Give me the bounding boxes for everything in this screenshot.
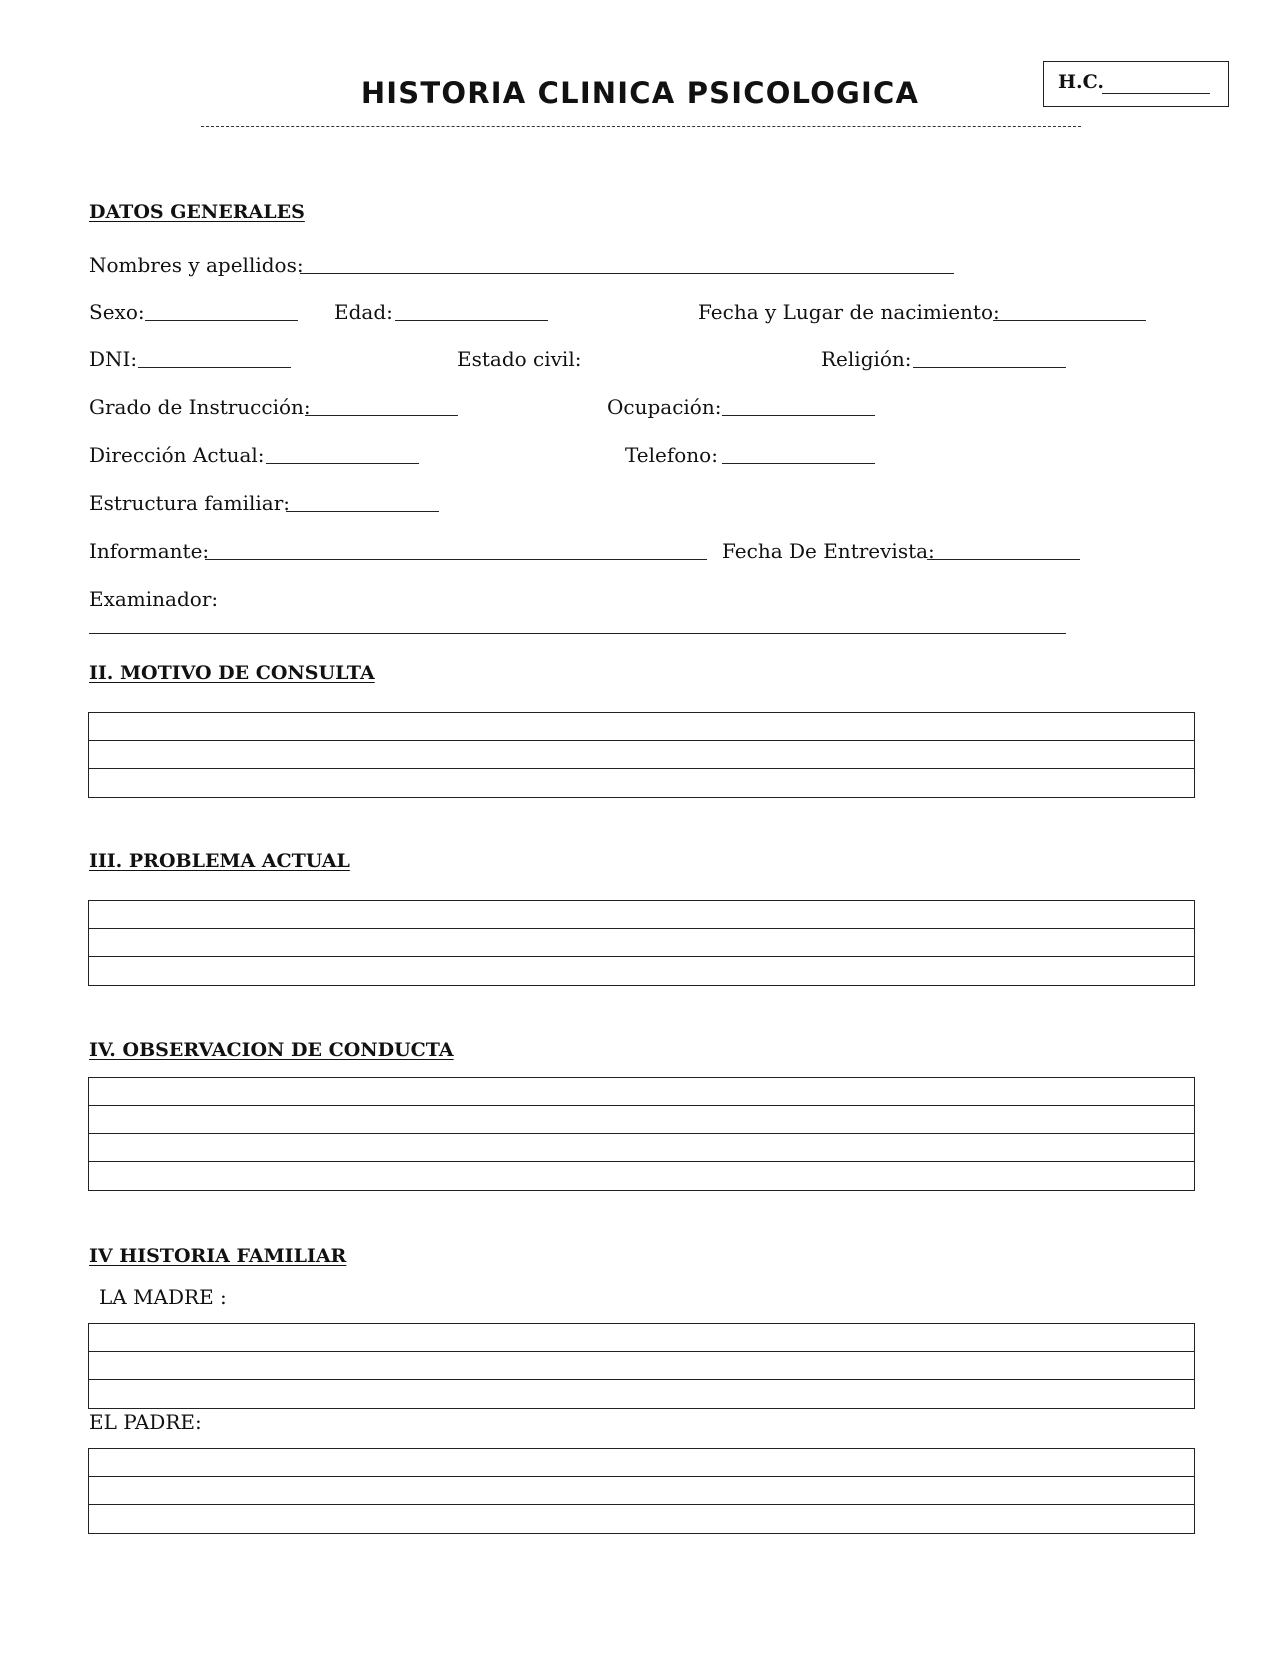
motivo-row[interactable] [89, 741, 1194, 769]
direccion-label: Dirección Actual: [89, 443, 265, 467]
telefono-field[interactable] [722, 463, 875, 464]
motivo-row[interactable] [89, 713, 1194, 741]
problema-row[interactable] [89, 957, 1194, 985]
hc-label: H.C. [1058, 71, 1104, 93]
observacion-row[interactable] [89, 1106, 1194, 1134]
madre-label: LA MADRE : [99, 1285, 227, 1309]
direccion-field[interactable] [266, 463, 419, 464]
sexo-field[interactable] [145, 320, 298, 321]
ocupacion-field[interactable] [722, 415, 875, 416]
observacion-heading: IV. OBSERVACION DE CONDUCTA [89, 1039, 454, 1061]
padre-row[interactable] [89, 1505, 1194, 1533]
problema-box[interactable] [88, 900, 1195, 986]
examinador-label: Examinador: [89, 587, 219, 611]
dni-field[interactable] [138, 367, 291, 368]
page-title: HISTORIA CLINICA PSICOLOGICA [360, 76, 920, 110]
madre-row[interactable] [89, 1352, 1194, 1380]
informante-label: Informante: [89, 539, 210, 563]
padre-row[interactable] [89, 1449, 1194, 1477]
motivo-box[interactable] [88, 712, 1195, 798]
motivo-heading: II. MOTIVO DE CONSULTA [89, 662, 375, 684]
problema-row[interactable] [89, 929, 1194, 957]
nombres-field[interactable] [300, 273, 954, 274]
dni-label: DNI: [89, 347, 138, 371]
historia-heading: IV HISTORIA FAMILIAR [89, 1245, 347, 1267]
fecha-entrevista-field[interactable] [927, 559, 1080, 560]
datos-generales-heading: DATOS GENERALES [89, 201, 305, 223]
informante-field[interactable] [205, 559, 707, 560]
religion-label: Religión: [821, 347, 912, 371]
examinador-field[interactable] [89, 633, 1066, 634]
padre-box[interactable] [88, 1448, 1195, 1534]
madre-box[interactable] [88, 1323, 1195, 1409]
sexo-label: Sexo: [89, 300, 145, 324]
problema-heading: III. PROBLEMA ACTUAL [89, 850, 350, 872]
telefono-label: Telefono: [625, 443, 718, 467]
title-divider [201, 126, 1081, 127]
observacion-row[interactable] [89, 1162, 1194, 1190]
ocupacion-label: Ocupación: [607, 395, 722, 419]
fecha-lugar-label: Fecha y Lugar de nacimiento: [698, 300, 1000, 324]
nombres-label: Nombres y apellidos: [89, 253, 304, 277]
motivo-row[interactable] [89, 769, 1194, 797]
problema-row[interactable] [89, 901, 1194, 929]
observacion-box[interactable] [88, 1077, 1195, 1191]
religion-field[interactable] [913, 367, 1066, 368]
estructura-label: Estructura familiar: [89, 491, 291, 515]
padre-row[interactable] [89, 1477, 1194, 1505]
estado-civil-label: Estado civil: [457, 347, 582, 371]
fecha-entrevista-label: Fecha De Entrevista: [722, 539, 935, 563]
observacion-row[interactable] [89, 1134, 1194, 1162]
madre-row[interactable] [89, 1324, 1194, 1352]
madre-row[interactable] [89, 1380, 1194, 1408]
padre-label: EL PADRE: [89, 1410, 202, 1434]
edad-field[interactable] [395, 320, 548, 321]
estructura-field[interactable] [286, 511, 439, 512]
edad-label: Edad: [334, 300, 393, 324]
fecha-lugar-field[interactable] [993, 320, 1146, 321]
observacion-row[interactable] [89, 1078, 1194, 1106]
grado-field[interactable] [305, 415, 458, 416]
grado-label: Grado de Instrucción: [89, 395, 311, 419]
